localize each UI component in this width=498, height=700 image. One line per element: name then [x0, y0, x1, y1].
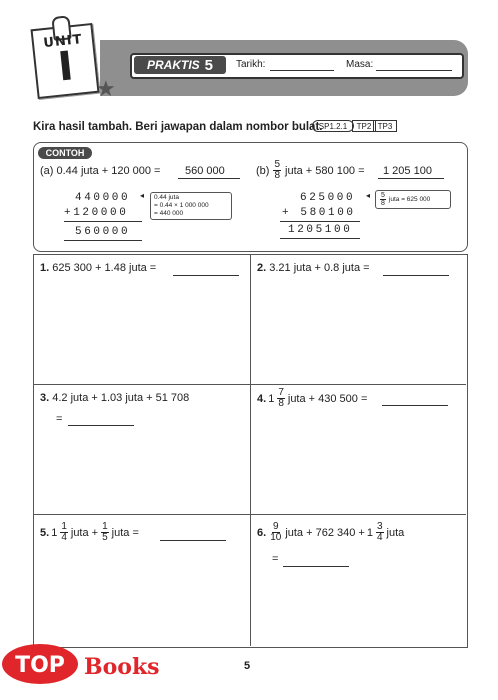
example-b-frac-num: 5: [274, 159, 281, 170]
example-b-calc-line2: + 580100: [282, 207, 356, 219]
question-6: [257, 522, 404, 543]
question-5-answer-line[interactable]: [160, 540, 226, 541]
grid-divider-row1: [33, 384, 466, 385]
example-a-answer: 560 000: [185, 165, 225, 177]
question-6-end: juta: [386, 526, 405, 539]
topbooks-logo: [0, 640, 180, 688]
question-5-end: juta =: [111, 526, 139, 539]
question-3-text: 4.2 juta + 1.03 juta + 51 708: [52, 392, 190, 404]
unit-number: I: [55, 43, 76, 91]
tag-sp: SP1.2.1: [312, 120, 354, 132]
question-6-frac2-num: 3: [376, 521, 383, 532]
question-2: [257, 262, 370, 274]
praktis-label: PRAKTIS: [146, 58, 200, 72]
question-6-frac2-den: 4: [376, 532, 383, 543]
example-a-question: (a) 0.44 juta + 120 000 =: [40, 165, 161, 177]
question-5-frac2-den: 5: [102, 532, 108, 543]
question-5-number: 5.: [40, 526, 50, 539]
praktis-number: 5: [204, 56, 213, 74]
question-5-frac1-num: 1: [61, 521, 67, 532]
question-6-mid: juta + 762 340 +: [285, 526, 365, 539]
date-field[interactable]: [270, 70, 334, 71]
example-a-sum-line: [64, 221, 142, 222]
example-b-calc-line1: 625000: [300, 192, 356, 204]
example-b-sum-line: [280, 221, 360, 222]
question-5-frac2-num: 1: [102, 521, 108, 532]
question-4-whole: 1: [268, 392, 275, 405]
question-3-answer-line[interactable]: [68, 425, 134, 426]
example-b-fraction: [273, 160, 281, 181]
grid-divider-row2: [33, 514, 466, 515]
question-1-number: 1.: [40, 262, 50, 274]
question-6-fraction-2: [376, 522, 384, 543]
question-4-number: 4.: [257, 392, 267, 405]
question-3-number: 3.: [40, 392, 50, 404]
example-a-calc-line1: 440000: [75, 192, 131, 204]
question-6-frac1-den: 10: [270, 532, 282, 543]
question-6-number: 6.: [257, 526, 267, 539]
arrow-icon: ◂: [140, 191, 145, 200]
question-5-fraction-2: [101, 522, 109, 543]
question-1: [40, 262, 156, 274]
page-number: 5: [244, 660, 251, 672]
example-a-calc-line2: +120000: [64, 207, 129, 219]
example-b-question: [256, 160, 365, 181]
question-4: [257, 388, 367, 409]
unit-label: UNIT: [42, 32, 84, 52]
example-b-prefix: (b): [256, 164, 270, 177]
question-5-mid: juta +: [70, 526, 99, 539]
example-b-note-fraction: [380, 192, 386, 207]
question-6-whole: 1: [366, 526, 373, 539]
question-4-frac-num: 7: [278, 387, 284, 398]
question-6-fraction-1: [269, 522, 282, 543]
star-icon: ★: [96, 76, 116, 101]
example-a-sum-line-bottom: [64, 240, 142, 241]
unit-card: [31, 23, 100, 99]
example-a-note: [150, 192, 232, 220]
example-b-sum-line-bottom: [280, 238, 360, 239]
question-2-number: 2.: [257, 262, 267, 274]
question-6-frac1-num: 9: [272, 521, 279, 532]
question-1-text: 625 300 + 1.48 juta =: [52, 262, 157, 274]
example-b-frac-den: 8: [274, 170, 281, 181]
instruction-text: Kira hasil tambah. Beri jawapan dalam nombor bulat.: [33, 121, 323, 133]
question-5-whole: 1: [51, 526, 58, 539]
example-a-answer-line: [178, 178, 240, 179]
example-a-note-line1: 0.44 juta: [154, 194, 179, 201]
question-2-answer-line[interactable]: [383, 275, 449, 276]
question-3: [40, 392, 189, 404]
example-b-suffix: juta + 580 100 =: [285, 164, 365, 177]
example-b-note: [375, 190, 451, 209]
example-a-calc-result: 560000: [75, 226, 131, 238]
grid-divider-vertical: [250, 254, 251, 646]
example-a-note-line2: = 0.44 × 1 000 000: [154, 202, 209, 209]
question-6-equals: =: [272, 553, 279, 565]
logo-books-text: Books: [84, 654, 160, 680]
time-field[interactable]: [376, 70, 452, 71]
example-b-calc-result: 1205100: [288, 224, 353, 236]
example-b-note-suffix: juta = 625 000: [388, 195, 431, 203]
example-b-answer: 1 205 100: [383, 165, 432, 177]
tag-tp3: TP3: [373, 120, 397, 132]
praktis-badge: [134, 56, 226, 74]
example-b-note-frac-den: 8: [381, 200, 385, 207]
question-4-frac-den: 8: [278, 398, 284, 409]
example-b-answer-line: [378, 178, 444, 179]
question-6-answer-line[interactable]: [283, 566, 349, 567]
question-5-frac1-den: 4: [61, 532, 67, 543]
question-5-fraction-1: [60, 522, 68, 543]
arrow-icon: ◂: [366, 191, 371, 200]
question-3-equals: =: [56, 413, 63, 425]
question-2-text: 3.21 juta + 0.8 juta =: [269, 262, 370, 274]
example-label: CONTOH: [38, 147, 92, 159]
example-a-note-line3: = 440 000: [154, 210, 184, 217]
question-4-text: juta + 430 500 =: [287, 392, 368, 405]
date-label: Tarikh:: [236, 59, 266, 70]
question-4-fraction: [277, 388, 285, 409]
time-label: Masa:: [346, 59, 374, 70]
question-4-answer-line[interactable]: [382, 405, 448, 406]
question-5: [40, 522, 139, 543]
logo-top-text: TOP: [15, 653, 65, 678]
tag-tp2: TP2: [352, 120, 376, 132]
question-1-answer-line[interactable]: [173, 275, 239, 276]
example-b-note-frac-num: 5: [381, 192, 385, 199]
